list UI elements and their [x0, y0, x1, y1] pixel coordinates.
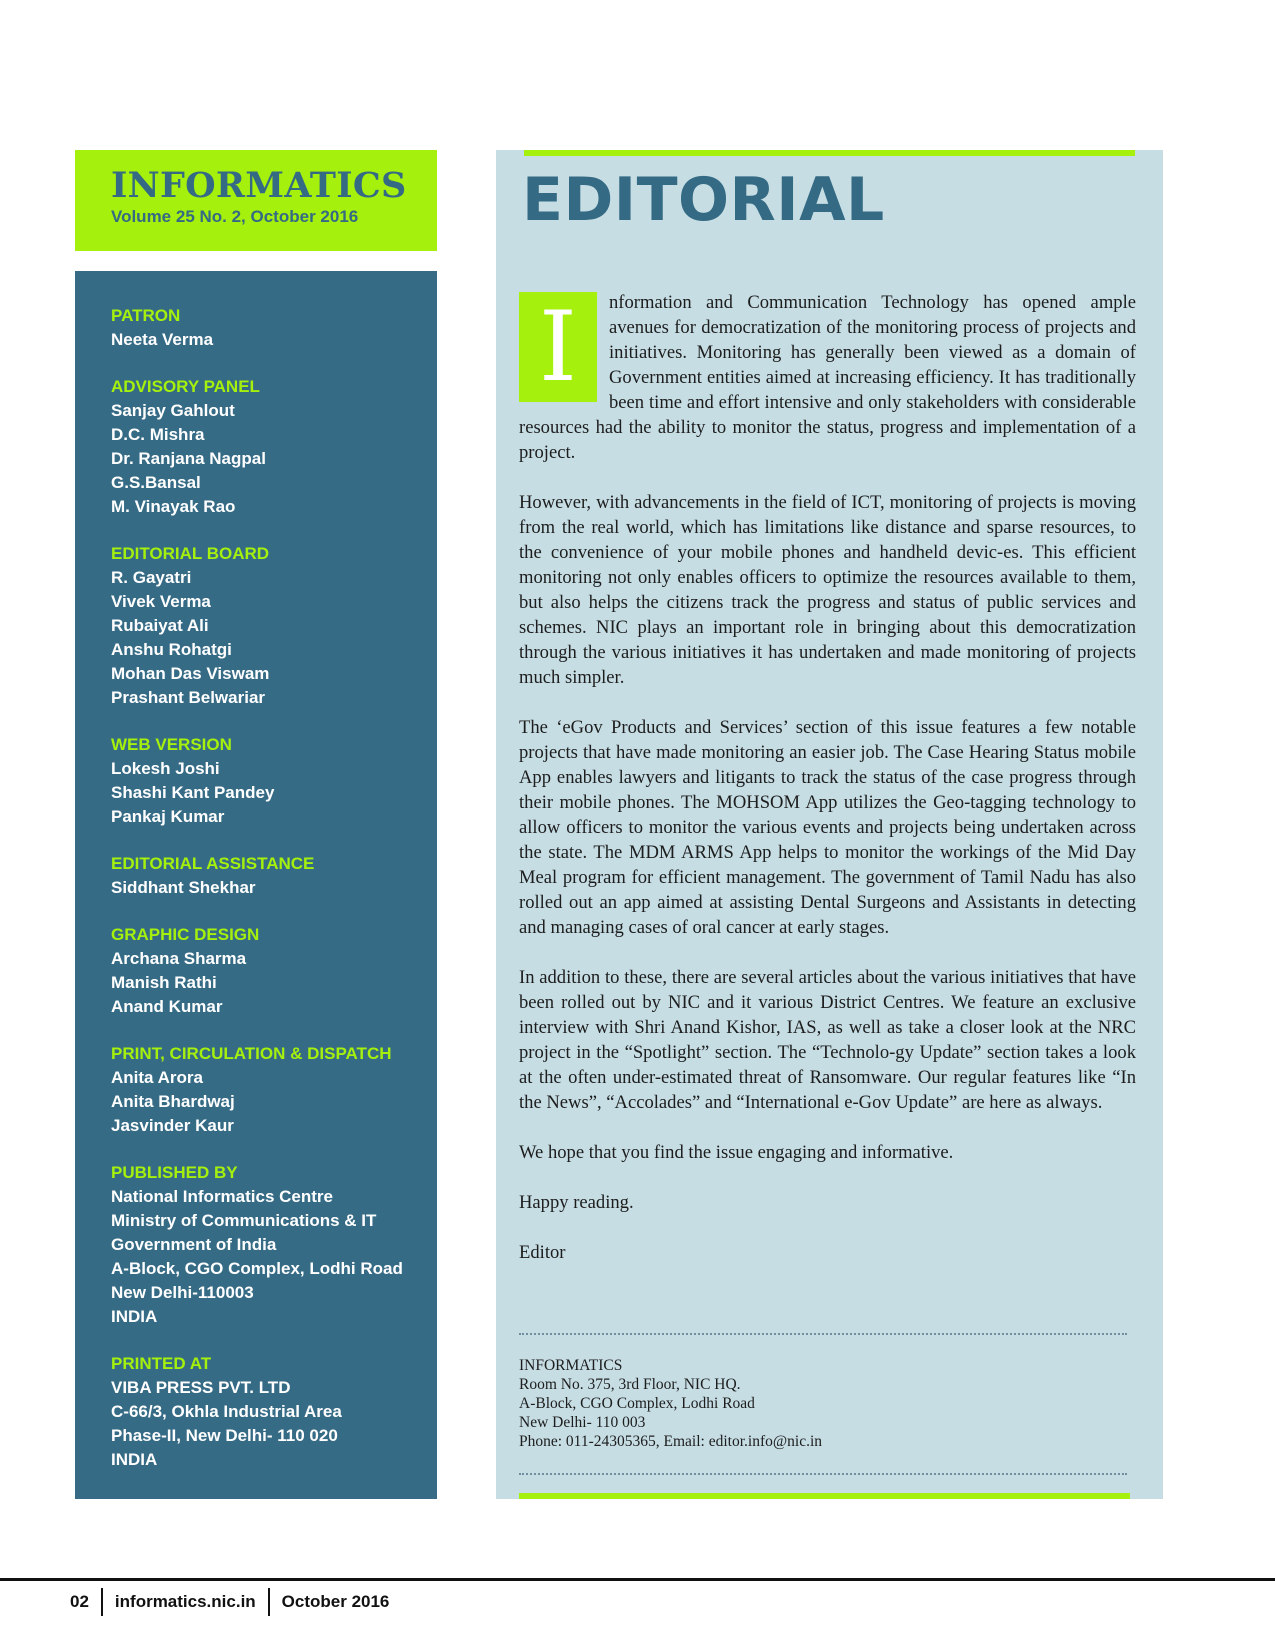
credits-line: R. Gayatri [111, 568, 192, 587]
contact-line: A-Block, CGO Complex, Lodhi Road [519, 1395, 755, 1412]
credits-line: Mohan Das Viswam [111, 664, 270, 683]
credits-line: Phase-II, New Delhi- 110 020 [111, 1426, 338, 1445]
volume-info: Volume 25 No. 2, October 2016 [111, 207, 359, 226]
footer-rule [0, 1578, 1275, 1581]
credits-line: Anita Bhardwaj [111, 1092, 235, 1111]
credits-line: New Delhi-110003 [111, 1283, 254, 1302]
credits-sidebar [75, 271, 437, 1499]
credits-line: D.C. Mishra [111, 425, 205, 444]
page-footer [70, 1588, 389, 1616]
credits-line: M. Vinayak Rao [111, 497, 236, 516]
credits-line: Anshu Rohatgi [111, 640, 232, 659]
credits-group-published-by [111, 1161, 427, 1329]
credits-group-web-version [111, 733, 427, 829]
credits-line: Pankaj Kumar [111, 807, 225, 826]
footer-website: informatics.nic.in [114, 1592, 256, 1611]
contact-block [519, 1356, 822, 1451]
credits-line: Ministry of Communications & IT [111, 1211, 377, 1230]
accent-bar-bottom [519, 1493, 1130, 1499]
footer-separator [101, 1588, 103, 1616]
credits-line: G.S.Bansal [111, 473, 201, 492]
credits-group-editorial-assistance [111, 852, 427, 900]
magazine-title: INFORMATICS [111, 165, 407, 206]
credits-line: VIBA PRESS PVT. LTD [111, 1378, 291, 1397]
credits-line: C-66/3, Okhla Industrial Area [111, 1402, 342, 1421]
editorial-paragraph: We hope that you find the issue engaging and informative. [519, 1142, 954, 1163]
credits-group-patron [111, 304, 427, 352]
editorial-paragraph: However, with advancements in the field of ICT, monitoring of projects is moving from the real world, which has limitations like distance and sparse resources, to the convenience of your mobile phones and handheld devic-es. This efficient monitoring not only enables officers to optimize the resources available to them, but also helps the citizens track the progress and status of public services and schemes. NIC plays an important role in bringing about this democratization through the various initiatives it has undertaken and made monitoring of projects much simpler. [519, 492, 1136, 688]
credits-heading: ADVISORY PANEL [111, 377, 260, 396]
credits-group-graphic-design [111, 923, 427, 1019]
credits-line: INDIA [111, 1307, 158, 1326]
credits-line: Shashi Kant Pandey [111, 783, 275, 802]
credits-line: Prashant Belwariar [111, 688, 266, 707]
contact-line: Room No. 375, 3rd Floor, NIC HQ. [519, 1376, 741, 1393]
editorial-paragraph [519, 290, 1136, 465]
credits-line: INDIA [111, 1450, 158, 1469]
credits-line: Archana Sharma [111, 949, 247, 968]
editorial-paragraph: In addition to these, there are several articles about the various initiatives that have been rolled out by NIC and it various District Centres. We feature an exclusive interview with Shri Anand Kishor, IAS, as well as take a closer look at the NRC project in the “Spotlight” section. The “Technolo-gy Update” section takes a look at the often under-estimated threat of Ransomware. Our regular features like “In the News”, “Accolades” and “International e-Gov Update” are here as always. [519, 967, 1136, 1113]
editorial-panel [496, 150, 1163, 1499]
footer-separator [268, 1588, 270, 1616]
drop-cap: I [519, 292, 597, 402]
credits-group-advisory-panel [111, 375, 427, 519]
credits-line: Lokesh Joshi [111, 759, 220, 778]
credits-line: Sanjay Gahlout [111, 401, 235, 420]
editorial-paragraph: The ‘eGov Products and Services’ section of this issue features a few notable projects that have made monitoring an easier job. The Case Hearing Status mobile App enables lawyers and litigants to track the status of the case progress through their mobile phones. The MOHSOM App utilizes the Geo-tagging technology to allow officers to monitor the various events and projects being undertaken across the state. The MDM ARMS App helps to monitor the workings of the Mid Day Meal program for efficient management. The government of Tamil Nadu has also rolled out an app aimed at assisting Dental Surgeons and Assistants in detecting and managing cases of oral cancer at early stages. [519, 717, 1136, 938]
credits-heading: PRINTED AT [111, 1354, 212, 1373]
credits-group-editorial-board [111, 542, 427, 710]
editorial-paragraph: Happy reading. [519, 1192, 634, 1213]
contact-line: New Delhi- 110 003 [519, 1414, 646, 1431]
contact-line: INFORMATICS [519, 1357, 623, 1374]
credits-line: National Informatics Centre [111, 1187, 333, 1206]
credits-group-print-circulation [111, 1042, 427, 1138]
credits-line: Vivek Verma [111, 592, 211, 611]
accent-bar-top [524, 150, 1135, 156]
credits-line: Siddhant Shekhar [111, 878, 256, 897]
credits-line: A-Block, CGO Complex, Lodhi Road [111, 1259, 403, 1278]
credits-line: Neeta Verma [111, 330, 214, 349]
page-number: 02 [70, 1592, 89, 1611]
contact-line: Phone: 011-24305365, Email: editor.info@nic.in [519, 1433, 822, 1450]
credits-heading: EDITORIAL ASSISTANCE [111, 854, 315, 873]
editorial-title: EDITORIAL [522, 165, 885, 235]
credits-group-printed-at [111, 1352, 427, 1472]
credits-line: Dr. Ranjana Nagpal [111, 449, 266, 468]
credits-line: Manish Rathi [111, 973, 217, 992]
credits-line: Government of India [111, 1235, 277, 1254]
credits-heading: GRAPHIC DESIGN [111, 925, 260, 944]
editorial-body [519, 290, 1136, 1290]
credits-heading: PATRON [111, 306, 181, 325]
credits-line: Jasvinder Kaur [111, 1116, 234, 1135]
footer-issue: October 2016 [281, 1592, 390, 1611]
credits-heading: WEB VERSION [111, 735, 232, 754]
credits-line: Anita Arora [111, 1068, 203, 1087]
credits-heading: EDITORIAL BOARD [111, 544, 270, 563]
credits-line: Anand Kumar [111, 997, 223, 1016]
credits-line: Rubaiyat Ali [111, 616, 209, 635]
masthead [75, 150, 437, 251]
credits-heading: PRINT, CIRCULATION & DISPATCH [111, 1044, 392, 1063]
editorial-signature: Editor [519, 1242, 566, 1263]
first-paragraph-text: nformation and Communication Technology has opened ample avenues for democratization of the monitoring process of projects and initiatives. Monitoring has generally been viewed as a domain of Government entities aimed at increasing efficiency. It has traditionally been time and effort intensive and only stakeholders with considerable resources had the ability to monitor the status, progress and implementation of a project. [519, 292, 1136, 463]
dotted-divider-bottom [519, 1473, 1127, 1475]
dotted-divider-top [519, 1333, 1127, 1335]
credits-heading: PUBLISHED BY [111, 1163, 238, 1182]
